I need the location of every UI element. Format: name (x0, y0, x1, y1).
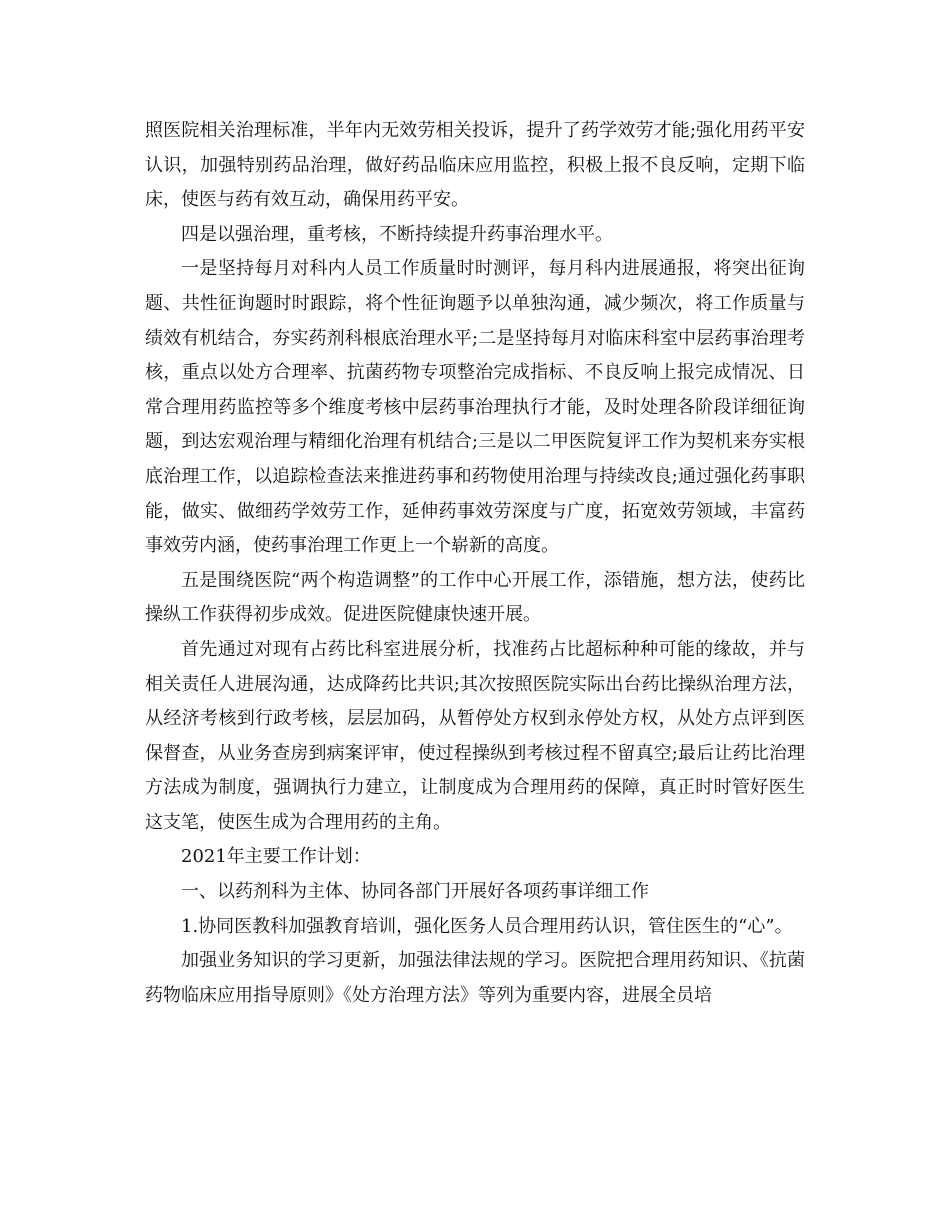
paragraph-4: 五是围绕医院“两个构造调整”的工作中心开展工作，添错施，想方法，使药比操纵工作获得初步成效。促进医院健康快速开展。 (145, 569, 805, 626)
section-heading-1: 一、以药剂科为主体、协同各部门开展好各项药事详细工作 (181, 881, 649, 903)
document-body (145, 114, 805, 1013)
paragraph-1: 照医院相关治理标准，半年内无效劳相关投诉，提升了药学效劳才能;强化用药平安认识，加强特别药品治理，做好药品临床应用监控，积极上报不良反响，定期下临床，使医与药有效互动，确保用药平安。 (145, 120, 805, 211)
section-heading-plan: 2021年主要工作计划： (181, 846, 371, 868)
paragraph-2: 四是以强治理，重考核，不断持续提升药事治理水平。 (181, 223, 613, 245)
paragraph-5: 首先通过对现有占药比科室进展分析，找准药占比超标种种可能的缘故，并与相关责任人进展沟通，达成降药比共识;其次按照医院实际出台药比操纵治理方法，从经济考核到行政考核，层层加码，从暂停处方权到永停处方权，从处方点评到医保督查，从业务查房到病案评审，使过程操纵到考核过程不留真空;最后让药比治理方法成为制度，强调执行力建立，让制度成为合理用药的保障，真正时时管好医生这支笔，使医生成为合理用药的主角。 (145, 638, 805, 833)
paragraph-9: 加强业务知识的学习更新，加强法律法规的学习。医院把合理用药知识、《抗菌药物临床应用指导原则》《处方治理方法》等列为重要内容，进展全员培 (145, 950, 805, 1006)
paragraph-3: 一是坚持每月对科内人员工作质量时时测评，每月科内进展通报，将突出征询题、共性征询题时时跟踪，将个性征询题予以单独沟通，减少频次，将工作质量与绩效有机结合，夯实药剂科根底治理水平;二是坚持每月对临床科室中层药事治理考核，重点以处方合理率、抗菌药物专项整治完成指标、不良反响上报完成情况、日常合理用药监控等多个维度考核中层药事治理执行才能，及时处理各阶段详细征询题，到达宏观治理与精细化治理有机结合;三是以二甲医院复评工作为契机来夯实根底治理工作，以追踪检查法来推进药事和药物使用治理与持续改良;通过强化药事职能，做实、做细药学效劳工作，延伸药事效劳深度与广度，拓宽效劳领域，丰富药事效劳内涵，使药事治理工作更上一个崭新的高度。 (145, 258, 805, 557)
paragraph-8: 1.协同医教科加强教育培训，强化医务人员合理用药认识，管住医生的“心”。 (181, 915, 793, 937)
